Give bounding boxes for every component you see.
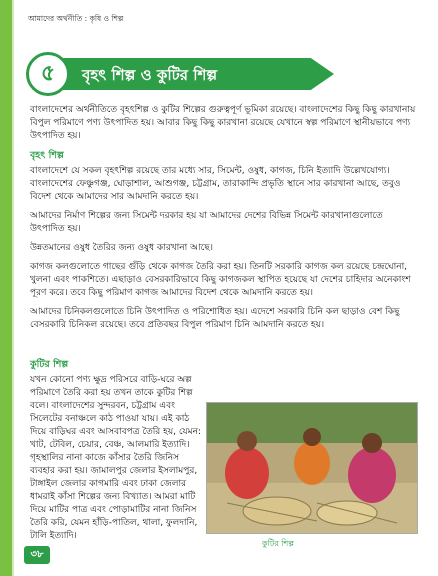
chapter-title: বৃহৎ শিল্প ও কুটির শিল্প	[82, 66, 218, 84]
chapter-banner	[26, 52, 416, 96]
cottage-industry-p1: যখন কোনো পণ্য ক্ষুদ্র পরিসরে বাড়ি-ঘরে অল্প পরিমাণে তৈরি করা হয় তখন তাকে কুটির শিল্প বলে। বাংলাদেশের সুন্দরবন, চট্টগ্রাম এবং সিলেটের বনাঞ্চলে কাঠ পাওয়া যায়। এই কাঠ দিয়ে বাড়িঘর এবং আসবাবপত্র তৈরি হয়, যেমন: খাট, টেবিল, চেয়ার, বেঞ্চ, আলমারি ইত্যাদি। গৃহস্থালির নানা কাজে কাঁসার তৈরি জিনিস ব্যবহার করা হয়। জামালপুর জেলার ইসলামপুর, টাঙ্গাইল জেলার কাগমারি এবং ঢাকা জেলার ধামরাই কাঁসা শিল্পের জন্য বিখ্যাত। আমরা মাটি দিয়ে মাটির পাত্র এবং পোড়ামাটির নানা জিনিস তৈরি করি, যেমন হাঁড়ি-পাতিল, থালা, ফুলদানি, টালি ইত্যাদি।	[30, 374, 202, 542]
running-head: আমাদের অর্থনীতি : কৃষি ও শিল্প	[28, 14, 124, 23]
photo-illustration	[207, 403, 417, 533]
cottage-industry-heading: কুটির শিল্প	[30, 359, 69, 370]
photo-caption: কুটির শিল্প	[262, 539, 294, 548]
chapter-number-badge	[26, 52, 70, 96]
large-industry-heading: বৃহৎ শিল্প	[30, 150, 64, 162]
large-industry-p2: আমাদের নির্মাণ শিল্পের জন্য সিমেন্ট দরকার হয় যা আমাদের দেশের বিভিন্ন সিমেন্ট কারখানাগুলোতে উৎপাদিত হয়।	[30, 211, 383, 235]
chapter-number: ৫	[40, 59, 56, 86]
large-industry-p5: আমাদের চিনিকলগুলোতে চিনি উৎপাদিত ও পরিশোধিত হয়। এদেশে সরকারি চিনি কল ছাড়াও বেশ কিছু বেসরকারি চিনিকল রয়েছে। তবে প্রতিবছর বিপুল পরিমাণ চিনি আমদানি করতে হয়।	[30, 307, 400, 331]
large-industry-p4: কাগজ কলগুলোতে গাছের গুঁড়ি থেকে কাগজ তৈরি করা হয়। তিনটি সরকারি কাগজ কল রয়েছে চন্দ্রঘোনা, খুলনা এবং পাকশিতে। এছাড়াও বেসরকারিভাবে কিছু কাগজকল স্থাপিত হয়েছে যা দেশের চাহিদার অনেকাংশ পূরণ করে। তবে কিছু পরিমাণ কাগজ আমাদের বিদেশ থেকে আমদানি করতে হয়।	[30, 262, 411, 299]
large-industry-p3: উন্নতমানের ওষুধ তৈরির জন্য ওষুধ কারখানা আছে।	[30, 243, 213, 254]
intro-paragraph: বাংলাদেশের অর্থনীতিতে বৃহৎশিল্প ও কুটির শিল্পের গুরুত্বপূর্ণ ভূমিকা রয়েছে। বাংলাদেশের কিছু কিছু কারখানায় বিপুল পরিমাণে পণ্য উৎপাদিত হয়। আবার কিছু কিছু কারখানা রয়েছে যেখানে স্বল্প পরিমাণে স্থানীয়ভাবে পণ্য উৎপাদিত হয়।	[30, 105, 416, 142]
page-number-badge	[24, 546, 50, 564]
side-accent-bar	[0, 0, 12, 576]
cottage-industry-photo	[206, 402, 418, 534]
large-industry-p1: বাংলাদেশে যে সকল বৃহৎশিল্প রয়েছে তার মধ্যে সার, সিমেন্ট, ওষুধ, কাগজ, চিনি ইত্যাদি উল্লেখযোগ্য। বাংলাদেশের ফেঞ্চুগঞ্জ, ঘোড়াশাল, আশুগঞ্জ, চট্টগ্রাম, তারাকান্দি প্রভৃতি স্থানে সার কারখানা আছে, তবুও বিদেশ থেকে আমাদের সার আমদানি করতে হয়।	[30, 165, 401, 202]
page-number: ৩৮	[30, 548, 44, 560]
body-content	[30, 104, 420, 338]
